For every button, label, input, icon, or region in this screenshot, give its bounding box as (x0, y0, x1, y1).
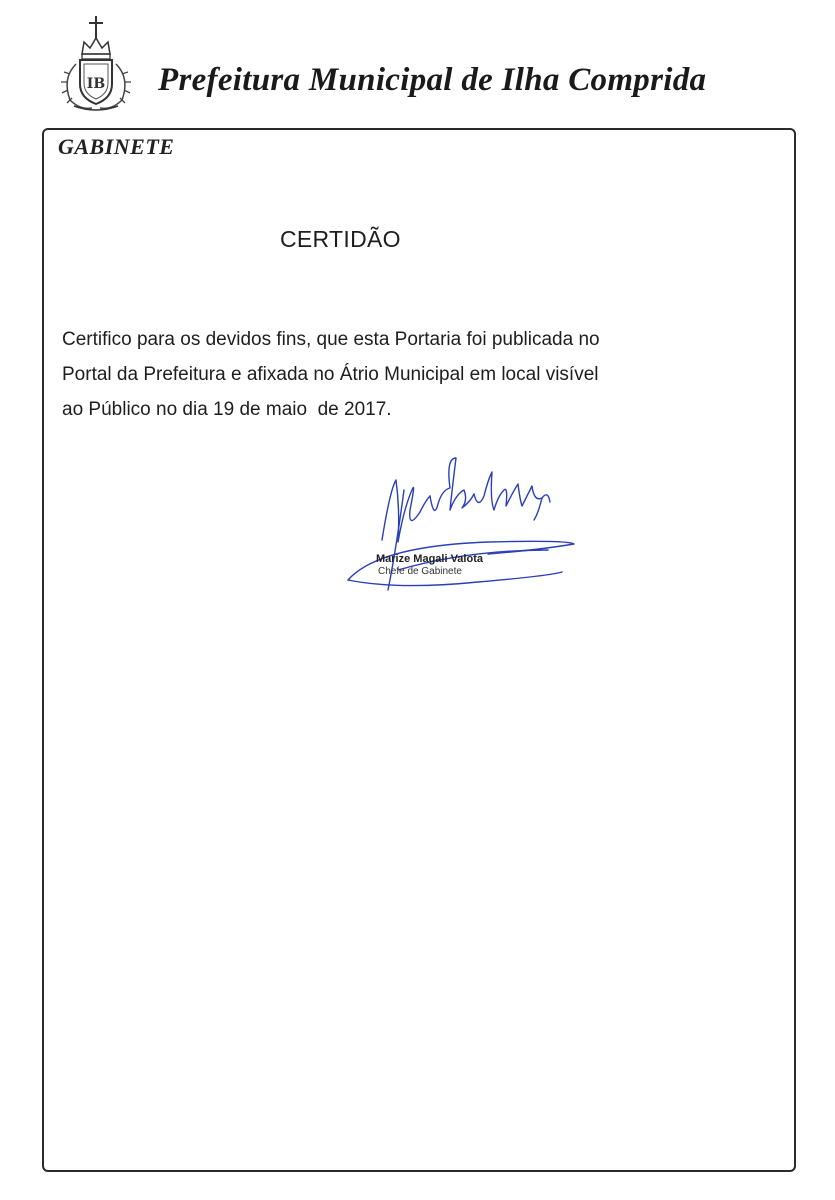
body-line: Portal da Prefeitura e afixada no Átrio Municipal em local visível (62, 364, 599, 385)
document-frame (42, 128, 796, 1172)
page-header (0, 0, 835, 125)
section-label: GABINETE (58, 134, 175, 159)
signature-icon (338, 450, 588, 600)
body-line: Certifico para os devidos fins, que esta Portaria foi publicada no (62, 329, 600, 350)
signature-name: Marize Magali Valota (376, 553, 483, 565)
svg-text:IB: IB (86, 76, 106, 92)
signature-role: Chefe de Gabinete (378, 566, 462, 577)
header-title: Prefeitura Municipal de Ilha Comprida (158, 62, 707, 98)
document-body (62, 322, 702, 427)
coat-of-arms-icon (56, 14, 136, 114)
document-title: CERTIDÃO (280, 226, 401, 252)
body-line: ao Público no dia 19 de maio de 2017. (62, 399, 392, 420)
